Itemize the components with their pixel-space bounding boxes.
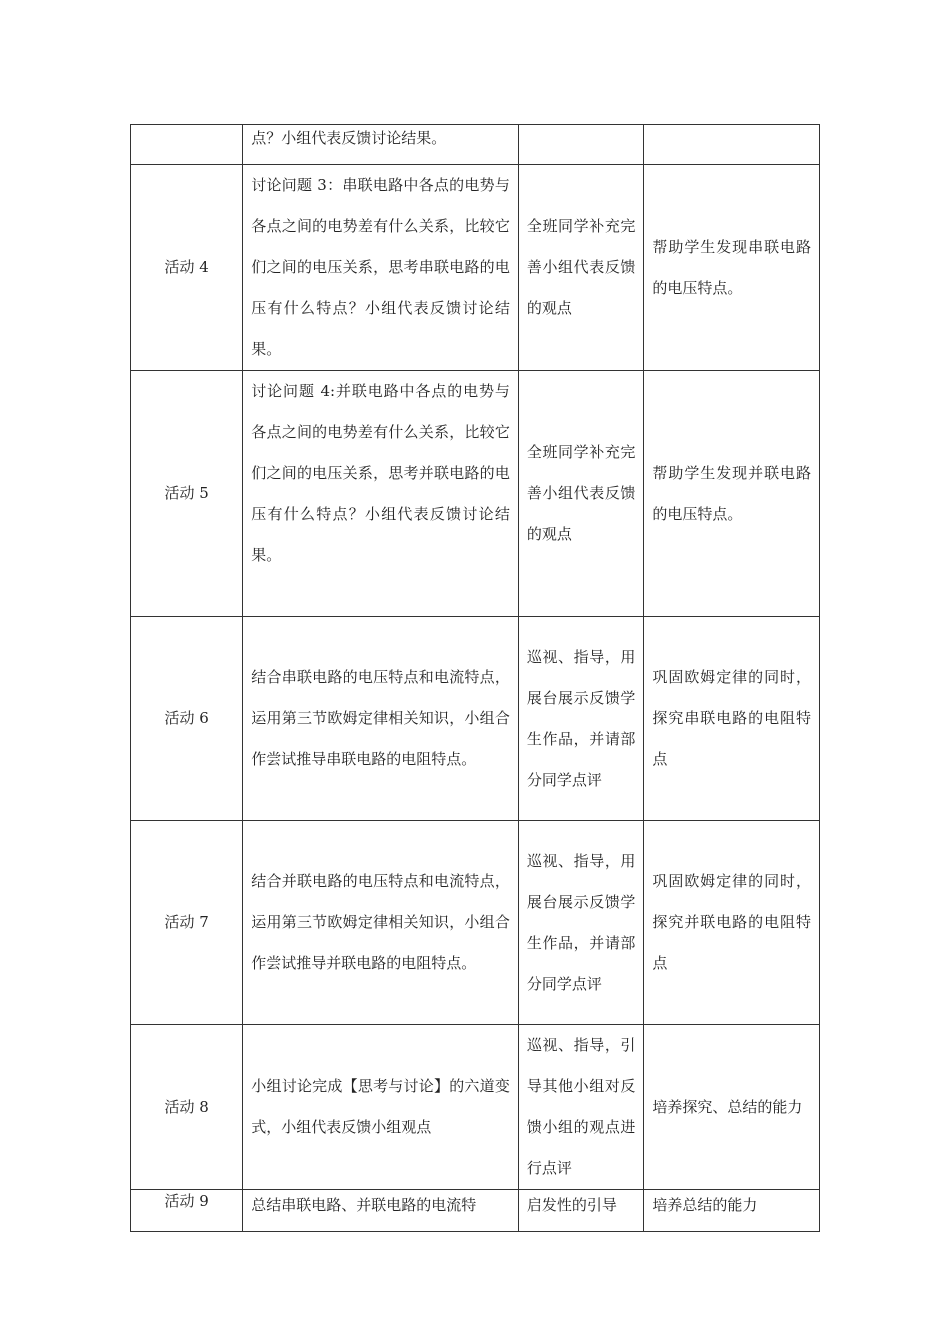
content-cell: 点？小组代表反馈讨论结果。 xyxy=(243,125,519,165)
table-row xyxy=(131,617,820,821)
content-cell: 讨论问题 4:并联电路中各点的电势与各点之间的电势差有什么关系，比较它们之间的电压关系，思考并联电路的电压有什么特点？小组代表反馈讨论结果。 xyxy=(243,371,519,617)
activity-cell: 活动 9 xyxy=(131,1190,243,1232)
table-row xyxy=(131,1025,820,1190)
purpose-cell: 培养探究、总结的能力 xyxy=(644,1025,820,1190)
activity-cell: 活动 5 xyxy=(131,371,243,617)
purpose-cell: 巩固欧姆定律的同时，探究串联电路的电阻特点 xyxy=(644,617,820,821)
teacher-cell: 全班同学补充完善小组代表反馈的观点 xyxy=(518,165,644,371)
teacher-cell: 巡视、指导，引导其他小组对反馈小组的观点进行点评 xyxy=(518,1025,644,1190)
purpose-cell: 巩固欧姆定律的同时，探究并联电路的电阻特点 xyxy=(644,821,820,1025)
teacher-cell: 巡视、指导，用展台展示反馈学生作品，并请部分同学点评 xyxy=(518,821,644,1025)
teacher-cell: 巡视、指导，用展台展示反馈学生作品，并请部分同学点评 xyxy=(518,617,644,821)
activity-cell: 活动 7 xyxy=(131,821,243,1025)
purpose-cell: 帮助学生发现并联电路的电压特点。 xyxy=(644,371,820,617)
table-row xyxy=(131,125,820,165)
table-row xyxy=(131,165,820,371)
table-row xyxy=(131,821,820,1025)
content-cell: 结合并联电路的电压特点和电流特点，运用第三节欧姆定律相关知识，小组合作尝试推导并联电路的电阻特点。 xyxy=(243,821,519,1025)
lesson-activity-table xyxy=(130,124,820,1232)
activity-cell: 活动 6 xyxy=(131,617,243,821)
activity-cell: 活动 8 xyxy=(131,1025,243,1190)
teacher-cell xyxy=(518,125,644,165)
table-row xyxy=(131,1190,820,1232)
activity-cell xyxy=(131,125,243,165)
content-cell: 小组讨论完成【思考与讨论】的六道变式，小组代表反馈小组观点 xyxy=(243,1025,519,1190)
content-cell: 结合串联电路的电压特点和电流特点，运用第三节欧姆定律相关知识，小组合作尝试推导串联电路的电阻特点。 xyxy=(243,617,519,821)
teacher-cell: 全班同学补充完善小组代表反馈的观点 xyxy=(518,371,644,617)
purpose-cell: 帮助学生发现串联电路的电压特点。 xyxy=(644,165,820,371)
content-cell: 总结串联电路、并联电路的电流特 xyxy=(243,1190,519,1232)
activity-cell: 活动 4 xyxy=(131,165,243,371)
teacher-cell: 启发性的引导 xyxy=(518,1190,644,1232)
table-row xyxy=(131,371,820,617)
content-cell: 讨论问题 3：串联电路中各点的电势与各点之间的电势差有什么关系，比较它们之间的电压关系，思考串联电路的电压有什么特点？小组代表反馈讨论结果。 xyxy=(243,165,519,371)
purpose-cell: 培养总结的能力 xyxy=(644,1190,820,1232)
purpose-cell xyxy=(644,125,820,165)
